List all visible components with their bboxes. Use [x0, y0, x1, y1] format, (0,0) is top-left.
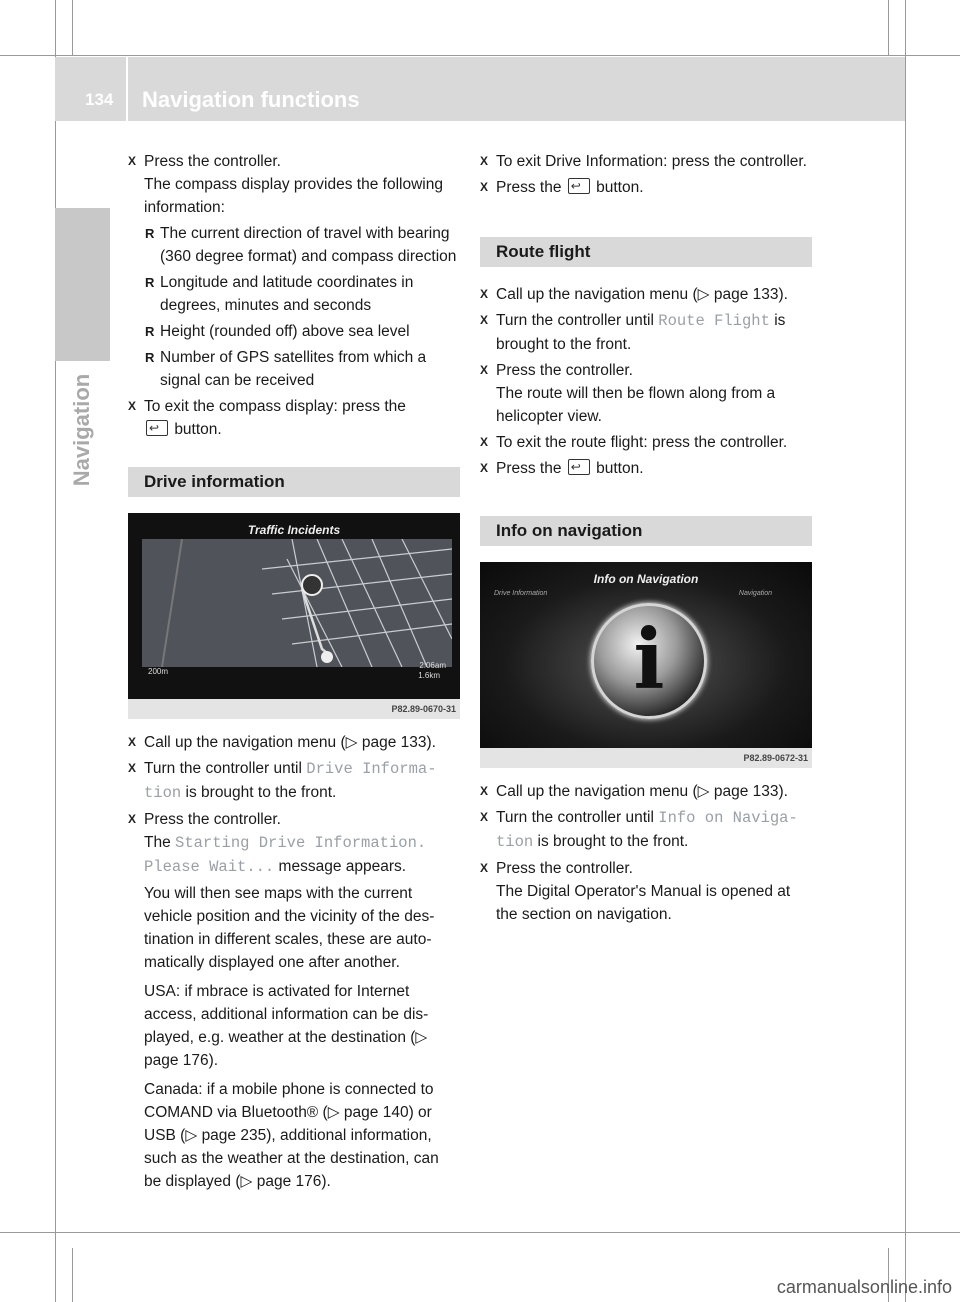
menu-item-code: Drive Information: [144, 760, 437, 802]
list-item: R Longitude and latitude coordinates in degrees, minutes and seconds: [128, 271, 460, 317]
image-caption: P82.89-0672-31: [480, 748, 812, 768]
step: X To exit Drive Information: press the controller.: [480, 150, 812, 173]
step-arrow-icon: X: [128, 812, 137, 826]
step: X Turn the controller until Drive Information is brought to the front.: [128, 757, 460, 805]
step: X Turn the controller until Route Flight is brought to the front.: [480, 309, 812, 356]
step-arrow-icon: X: [480, 435, 489, 449]
step-arrow-icon: X: [480, 784, 489, 798]
list-item: R The current direction of travel with bearing (360 degree format) and compass direction: [128, 222, 460, 268]
screen-title: Traffic Incidents: [247, 523, 341, 537]
menu-item-code: Info on Navigation: [496, 809, 798, 851]
crop-mark: [55, 0, 56, 1302]
paragraph: USA: if mbrace is activated for Internet access, additional information can be displayed, e.g. weather at the destination (▷ page 176).: [144, 983, 429, 1069]
paragraph: You will then see maps with the current vehicle position and the vicinity of the destination in different scales, these are automatically displayed one after another.: [144, 885, 435, 971]
step-arrow-icon: X: [480, 154, 489, 168]
info-icon: i: [591, 603, 707, 719]
crop-mark: [905, 0, 906, 1302]
section-heading-drive-information: Drive information: [128, 467, 460, 497]
step: X Call up the navigation menu (▷ page 133).: [128, 731, 460, 754]
menu-item-code: Route Flight: [658, 312, 770, 330]
crop-mark: [72, 0, 73, 55]
crop-mark: [72, 1248, 73, 1302]
step: X Press the controller. The route will then be flown along from a helicopter view.: [480, 359, 812, 428]
list-item: R Number of GPS satellites from which a signal can be received: [128, 346, 460, 392]
step: X Press the controller. The Starting Drive Information. Please Wait... message appears.: [128, 808, 460, 879]
info-on-navigation-screenshot: [480, 562, 812, 768]
step: X Press the ↩ button.: [480, 457, 812, 480]
bullet-icon: R: [145, 324, 155, 339]
step-arrow-icon: X: [480, 461, 489, 475]
header-divider: [126, 57, 128, 121]
side-tab-marker: [55, 208, 110, 361]
step: X Call up the navigation menu (▷ page 133).: [480, 780, 812, 803]
left-column: [128, 150, 460, 1199]
step-arrow-icon: X: [128, 154, 137, 168]
section-heading-route-flight: Route flight: [480, 237, 812, 267]
step-arrow-icon: X: [128, 399, 137, 413]
list-item: R Height (rounded off) above sea level: [128, 320, 460, 343]
step: X Press the controller. The compass display provides the following information:: [128, 150, 460, 219]
back-button-icon: [146, 420, 168, 436]
step: X Turn the controller until Info on Navigation is brought to the front.: [480, 806, 812, 854]
paragraph: Canada: if a mobile phone is connected to COMAND via Bluetooth® (▷ page 140) or USB (▷ page 235), additional information, such as the weather at the destination, can be displayed (▷ page 176).: [144, 1081, 439, 1190]
crop-mark: [0, 1232, 960, 1233]
step-arrow-icon: X: [128, 761, 137, 775]
step: X To exit the route flight: press the controller.: [480, 431, 812, 454]
right-column: [480, 150, 812, 929]
step-arrow-icon: X: [480, 313, 489, 327]
screen-title: Info on Navigation: [593, 572, 699, 586]
step-arrow-icon: X: [480, 363, 489, 377]
message-code: Starting Drive Information. Please Wait...: [144, 834, 427, 876]
step-arrow-icon: X: [128, 735, 137, 749]
bullet-icon: R: [145, 275, 155, 290]
step: X Press the ↩ button.: [480, 176, 812, 199]
menu-label: Navigation: [738, 590, 772, 597]
side-tab-label: Navigation: [69, 373, 94, 487]
back-button-icon: [568, 459, 590, 475]
crop-mark: [0, 55, 960, 56]
map-eta: 2:06am: [419, 661, 446, 670]
step: X Press the controller. The Digital Operator's Manual is opened at the section on navigation.: [480, 857, 812, 926]
map-streets-graphic: [142, 539, 452, 667]
drive-information-screenshot: [128, 513, 460, 719]
step-arrow-icon: X: [480, 180, 489, 194]
watermark: carmanualsonline.info: [776, 1277, 952, 1297]
step: X Call up the navigation menu (▷ page 133).: [480, 283, 812, 306]
map-image: [142, 539, 452, 667]
page-number: 134: [85, 90, 114, 109]
menu-label: Drive Information: [494, 590, 548, 597]
back-button-icon: [568, 178, 590, 194]
step-arrow-icon: X: [480, 287, 489, 301]
image-caption: P82.89-0670-31: [128, 699, 460, 719]
step-arrow-icon: X: [480, 810, 489, 824]
bullet-icon: R: [145, 350, 155, 365]
step: X To exit the compass display: press the ↩ button.: [128, 395, 460, 441]
crop-mark: [888, 0, 889, 55]
step-arrow-icon: X: [480, 861, 489, 875]
page-title: Navigation functions: [142, 87, 360, 112]
section-heading-info-on-navigation: Info on navigation: [480, 516, 812, 546]
map-distance: 1.6km: [418, 671, 440, 680]
map-scale: 200m: [148, 667, 169, 676]
bullet-icon: R: [145, 226, 155, 241]
